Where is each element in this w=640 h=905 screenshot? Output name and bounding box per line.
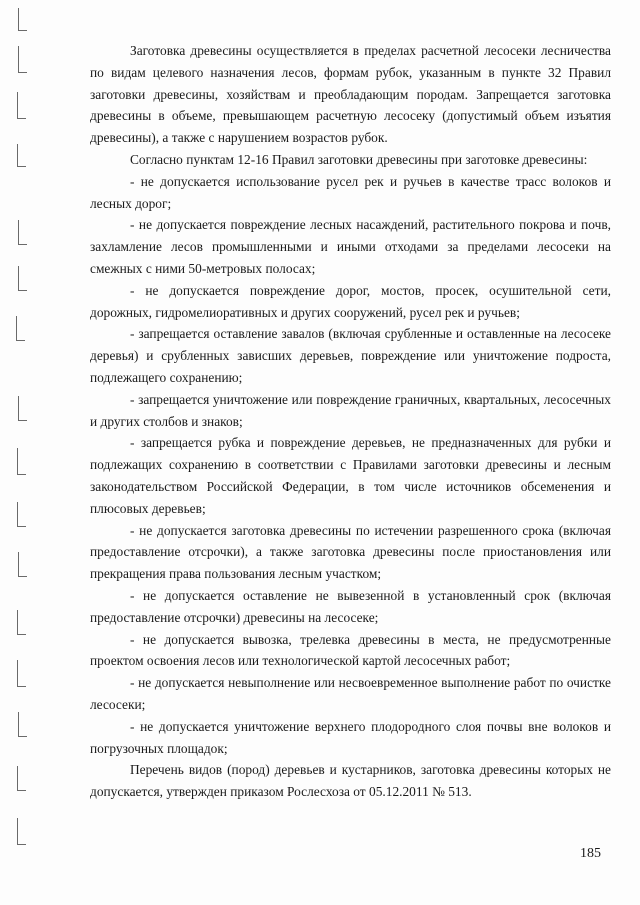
document-body xyxy=(90,40,611,803)
binding-mark xyxy=(18,552,27,577)
binding-mark xyxy=(17,660,26,687)
list-item: - запрещается рубка и повреждение деревьев, не предназначенных для рубки и подлежащих сохранению в соответствии с Правилами заготовки древесины и лесным законодательством Российской Федерации, в том числе источников обсеменения и плюсовых деревьев; xyxy=(90,435,611,516)
list-item: - не допускается повреждение дорог, мостов, просек, осушительной сети, дорожных, гидромелиоративных и других сооружений, русел рек и ручьев; xyxy=(90,282,611,320)
binding-mark xyxy=(16,316,25,341)
binding-mark xyxy=(17,448,26,475)
paragraph-intro: Заготовка древесины осуществляется в пределах расчетной лесосеки лесничества по видам целевого назначения лесов, формам рубок, указанным в пункте 32 Правил заготовки древесины, хозяйствам и преобладающим породам. Запрещается заготовка древесины в объеме, превышающем расчетную лесосеку (допустимый объем изъятия древесины), а также с нарушением возрастов рубок. xyxy=(90,43,611,146)
binding-mark xyxy=(18,266,27,291)
list-item: - не допускается оставление не вывезенной в установленный срок (включая предоставление отсрочки) древесины на лесосеке; xyxy=(90,587,611,625)
list-item: - не допускается повреждение лесных насаждений, растительного покрова и почв, захламление лесов промышленными и иными отходами за пределами лесосеки на смежных с ними 50-метровых полосах; xyxy=(90,217,611,276)
binding-mark xyxy=(17,144,26,167)
list-item: - запрещается оставление завалов (включая срубленные и оставленные на лесосеке деревья) и срубленных зависших деревьев, повреждение или уничтожение подроста, подлежащего сохранению; xyxy=(90,326,611,385)
binding-mark xyxy=(18,396,27,421)
binding-mark xyxy=(17,610,26,635)
list-item: - не допускается уничтожение верхнего плодородного слоя почвы вне волоков и погрузочных площадок; xyxy=(90,718,611,756)
list-item: - не допускается заготовка древесины по истечении разрешенного срока (включая предоставление отсрочки), а также заготовка древесины после приостановления или прекращения права пользования лесным участком; xyxy=(90,522,611,582)
binding-mark xyxy=(17,818,26,845)
list-item: - запрещается уничтожение или повреждение граничных, квартальных, лесосечных и других столбов и знаков; xyxy=(90,391,611,429)
list-item: - не допускается использование русел рек и ручьев в качестве трасс волоков и лесных дорог; xyxy=(90,173,611,211)
paragraph-rules-reference: Согласно пунктам 12-16 Правил заготовки древесины при заготовке древесины: xyxy=(130,151,588,167)
binding-mark xyxy=(18,712,27,737)
binding-mark xyxy=(17,766,26,791)
paragraph-conclusion: Перечень видов (пород) деревьев и кустарников, заготовка древесины которых не допускается, утвержден приказом Рослесхоза от 05.12.2011 № 513. xyxy=(90,762,611,800)
page-number: 185 xyxy=(580,846,601,861)
binding-mark xyxy=(17,502,26,527)
list-item: - не допускается невыполнение или несвоевременное выполнение работ по очистке лесосеки; xyxy=(90,675,611,712)
list-item: - не допускается вывозка, трелевка древесины в места, не предусмотренные проектом освоения лесов или технологической картой лесосечных работ; xyxy=(90,631,611,669)
binding-mark xyxy=(18,46,27,73)
binding-mark xyxy=(18,220,27,245)
binding-mark xyxy=(17,92,26,119)
binding-mark xyxy=(18,8,27,31)
binding-marks xyxy=(0,0,40,905)
